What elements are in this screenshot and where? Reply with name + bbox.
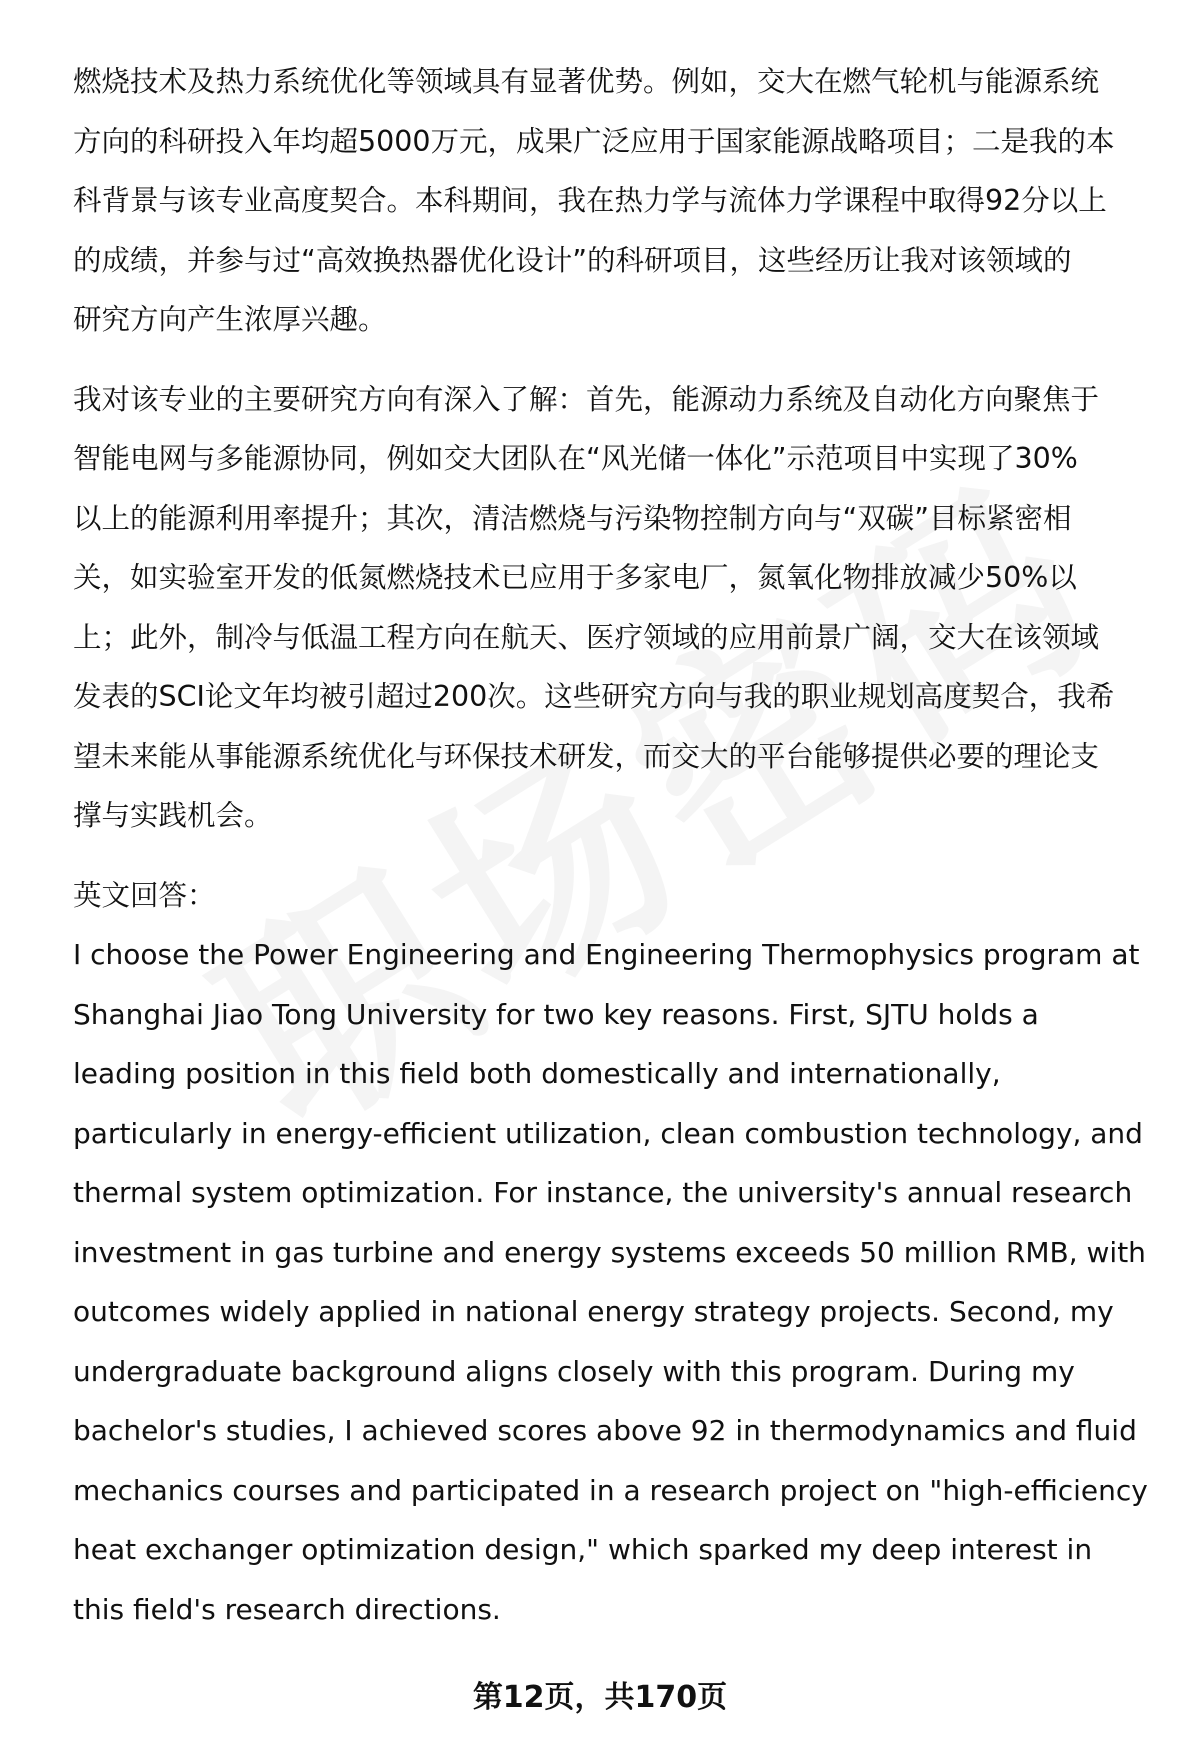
page-number-footer: 第12页，共170页 <box>472 1680 728 1715</box>
text-line: I choose the Power Engineering and Engineering Thermophysics program at <box>73 938 1140 971</box>
page-content <box>73 52 1163 1639</box>
text-line: 智能电网与多能源协同，例如交大团队在“风光储一体化”示范项目中实现了30% <box>73 442 1078 475</box>
text-line: Shanghai Jiao Tong University for two key reasons. First, SJTU holds a <box>73 997 1039 1031</box>
english-answer-text <box>73 925 1163 1639</box>
paragraph-1 <box>73 52 1163 350</box>
text-line: investment in gas turbine and energy systems exceeds 50 million RMB, with <box>73 1235 1146 1269</box>
english-answer-label: 英文回答： <box>73 878 216 912</box>
text-line: 以上的能源利用率提升；其次，清洁燃烧与污染物控制方向与“双碳”目标紧密相 <box>73 501 1072 535</box>
text-line: 我对该专业的主要研究方向有深入了解：首先，能源动力系统及自动化方向聚焦于 <box>73 382 1100 416</box>
text-line: heat exchanger optimization design," which sparked my deep interest in <box>73 1533 1093 1566</box>
text-line: 望未来能从事能源系统优化与环保技术研发，而交大的平台能够提供必要的理论支 <box>73 739 1100 773</box>
text-line: 关，如实验室开发的低氮燃烧技术已应用于多家电厂，氮氧化物排放减少50%以 <box>73 561 1077 594</box>
text-line: 方向的科研投入年均超5000万元，成果广泛应用于国家能源战略项目；二是我的本 <box>73 124 1115 158</box>
english-answer-section <box>73 866 1163 1640</box>
paragraph-spacer <box>73 846 1163 866</box>
text-line: 的成绩，并参与过“高效换热器优化设计”的科研项目，这些经历让我对该领域的 <box>73 243 1072 277</box>
text-line: mechanics courses and participated in a research project on "high-efficiency <box>73 1473 1148 1507</box>
text-line: 研究方向产生浓厚兴趣。 <box>73 303 387 336</box>
text-line: undergraduate background aligns closely with this program. During my <box>73 1354 1075 1388</box>
text-line: outcomes widely applied in national energy strategy projects. Second, my <box>73 1295 1114 1328</box>
text-line: particularly in energy-efficient utilization, clean combustion technology, and <box>73 1116 1143 1150</box>
text-line: 科背景与该专业高度契合。本科期间，我在热力学与流体力学课程中取得92分以上 <box>73 184 1107 217</box>
paragraph-spacer <box>73 350 1163 370</box>
text-line: this field's research directions. <box>73 1592 501 1626</box>
text-line: bachelor's studies, I achieved scores above 92 in thermodynamics and fluid <box>73 1414 1137 1447</box>
text-line: 燃烧技术及热力系统优化等领域具有显著优势。例如，交大在燃气轮机与能源系统 <box>73 65 1100 98</box>
text-line: leading position in this field both domestically and internationally, <box>73 1057 1001 1090</box>
text-line: 发表的SCI论文年均被引超过200次。这些研究方向与我的职业规划高度契合，我希 <box>73 680 1115 713</box>
paragraph-2 <box>73 370 1163 846</box>
text-line: 上；此外，制冷与低温工程方向在航天、医疗领域的应用前景广阔，交大在该领域 <box>73 620 1100 654</box>
text-line: thermal system optimization. For instance, the university's annual research <box>73 1176 1133 1209</box>
text-line: 撑与实践机会。 <box>73 799 273 832</box>
